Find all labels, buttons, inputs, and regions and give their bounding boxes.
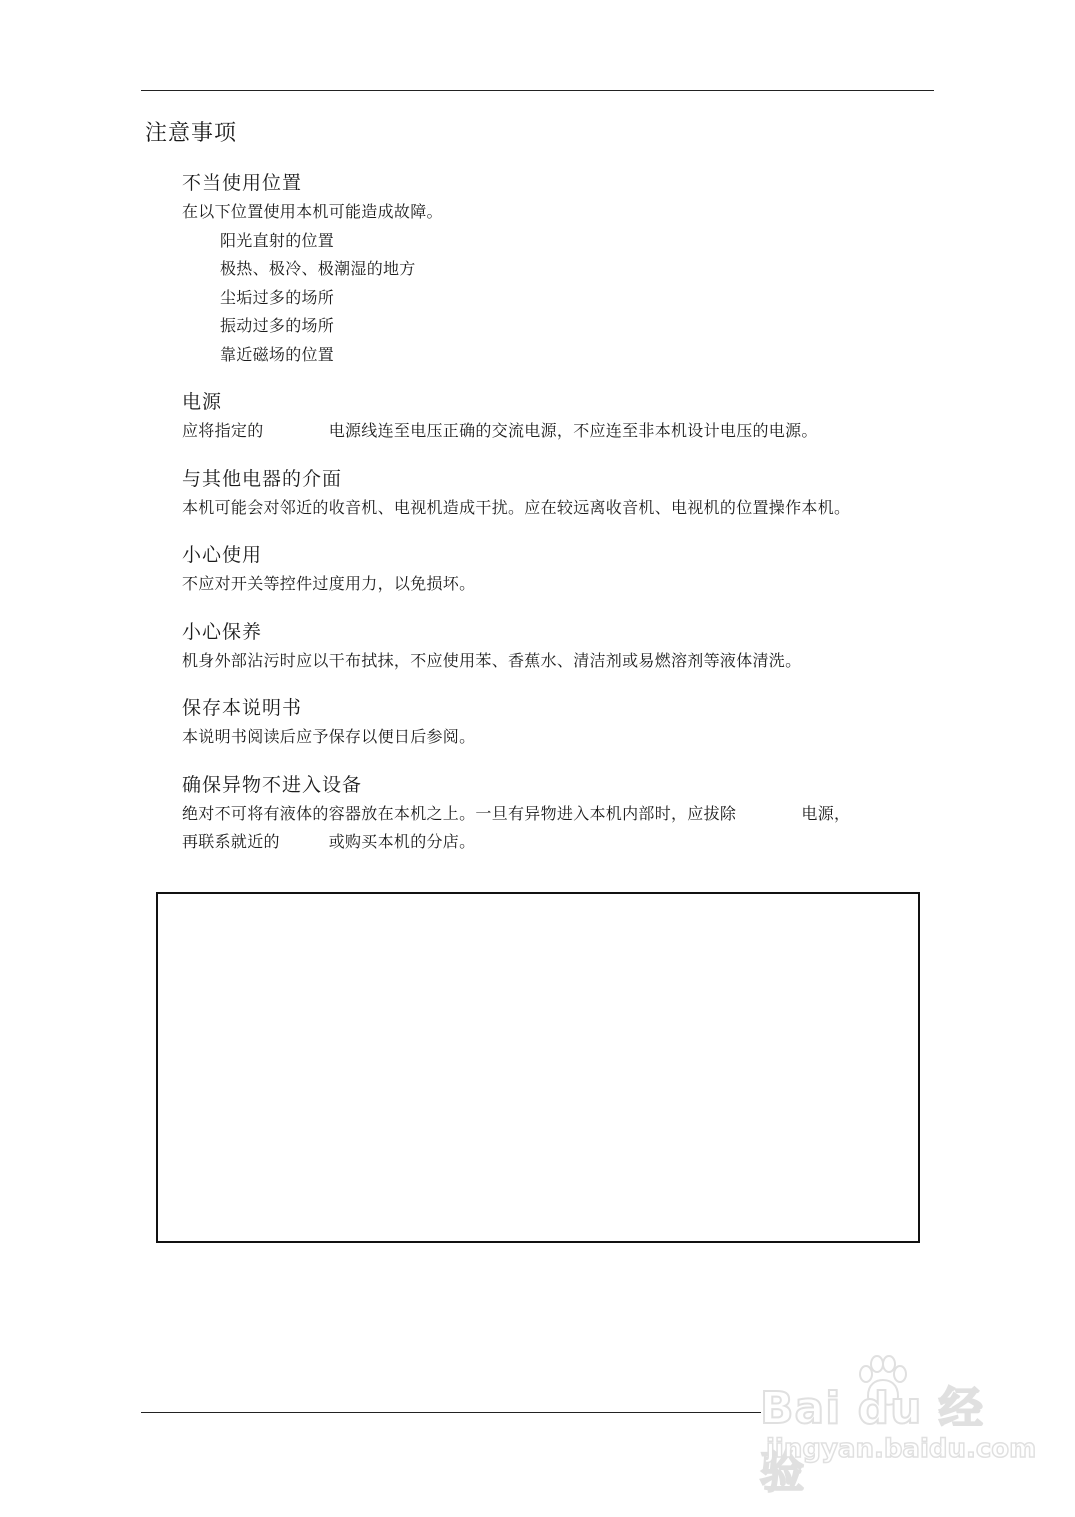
section-heading: 电源 — [182, 391, 223, 413]
watermark-logo: Bai du 经验 — [760, 1383, 984, 1498]
section-body: 在以下位置使用本机可能造成故障。 — [182, 202, 443, 221]
section-heading: 保存本说明书 — [182, 697, 303, 719]
top-rule — [141, 90, 934, 91]
list-item: 振动过多的场所 — [220, 316, 335, 335]
list-item: 极热、极冷、极潮湿的地方 — [220, 259, 416, 278]
section-heading: 小心使用 — [182, 544, 263, 566]
section-heading: 确保异物不进入设备 — [182, 773, 363, 796]
list-item: 尘垢过多的场所 — [220, 287, 335, 307]
section-careful-use — [182, 540, 942, 599]
location-list — [182, 227, 942, 370]
section-power — [182, 387, 942, 446]
section-improper-locations — [182, 168, 942, 369]
section-body: 再联系就近的 或购买本机的分店。 — [182, 832, 476, 851]
section-interference — [182, 464, 942, 523]
section-body: 应将指定的 电源线连至电压正确的交流电源，不应连至非本机设计电压的电源。 — [182, 421, 818, 440]
content — [182, 168, 942, 875]
section-heading: 小心保养 — [182, 620, 263, 643]
section-foreign-objects — [182, 770, 942, 857]
section-body: 不应对开关等控件过度用力，以免损坏。 — [182, 574, 476, 593]
section-maintenance — [182, 617, 942, 676]
section-body: 机身外部沾污时应以干布拭抹，不应使用苯、香蕉水、清洁剂或易燃溶剂等液体清洗。 — [182, 650, 802, 670]
watermark — [760, 1352, 1037, 1498]
section-body: 本机可能会对邻近的收音机、电视机造成干扰。应在较远离收音机、电视机的位置操作本机。 — [182, 497, 851, 517]
section-heading: 不当使用位置 — [182, 172, 303, 194]
notice-box — [156, 892, 920, 1243]
section-body: 绝对不可将有液体的容器放在本机之上。一旦有异物进入本机内部时，应拔除 电源， — [182, 803, 851, 823]
watermark-url: jingyan.baidu.com — [766, 1434, 1037, 1464]
page-title: 注意事项 — [145, 121, 238, 146]
bottom-rule — [141, 1412, 761, 1413]
list-item: 阳光直射的位置 — [220, 230, 335, 250]
section-keep-manual — [182, 693, 942, 752]
section-heading: 与其他电器的介面 — [182, 467, 343, 490]
section-body: 本说明书阅读后应予保存以便日后参阅。 — [182, 727, 476, 746]
list-item: 靠近磁场的位置 — [220, 344, 335, 364]
